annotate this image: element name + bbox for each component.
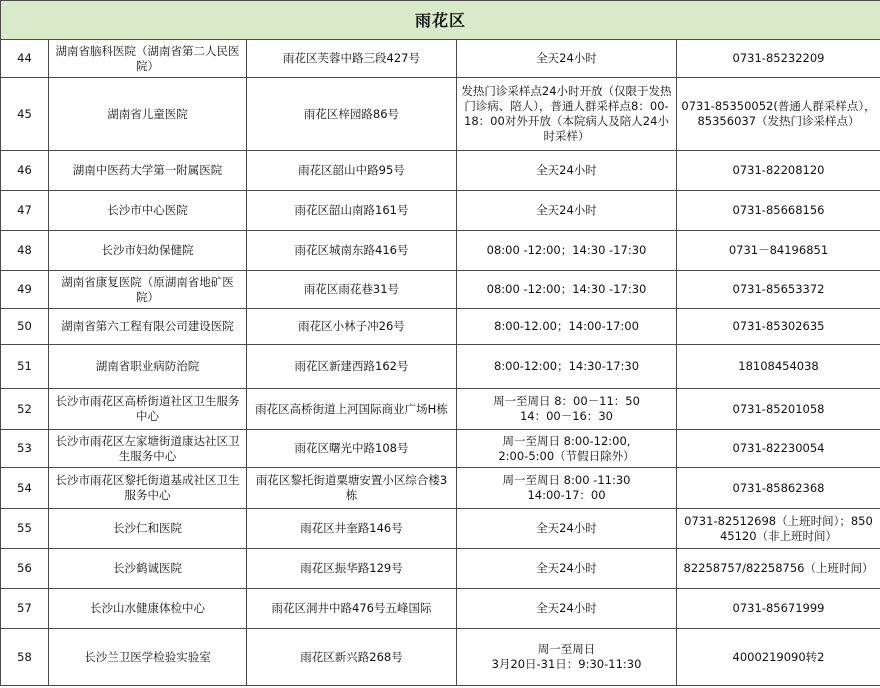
contact-phone: 82258757/82258756（上班时间） [677,549,880,589]
row-number: 56 [1,549,49,589]
site-name: 长沙山水健康体检中心 [49,589,247,629]
row-number: 53 [1,430,49,468]
district-title: 雨花区 [1,1,880,40]
row-number: 58 [1,629,49,686]
table-row [1,629,880,686]
contact-phone: 0731-85668156 [677,191,880,231]
contact-phone: 0731-85201058 [677,389,880,430]
site-name: 长沙市雨花区高桥街道社区卫生服务中心 [49,389,247,430]
site-name: 长沙市雨花区黎托街道基成社区卫生服务中心 [49,468,247,509]
table-row [1,271,880,309]
contact-phone: 0731-82512698（上班时间）；85045120（非上班时间） [677,509,880,549]
contact-phone: 0731-82230054 [677,430,880,468]
site-address: 雨花区梓园路86号 [247,78,457,151]
table-row [1,231,880,271]
table-row [1,40,880,78]
row-number: 50 [1,309,49,345]
site-address: 雨花区高桥街道上河国际商业广场H栋 [247,389,457,430]
site-name: 湖南省职业病防治院 [49,345,247,389]
row-number: 57 [1,589,49,629]
row-number: 46 [1,151,49,191]
service-hours: 周一至周日 8:00-12:00, 2:00-5:00（节假日除外） [457,430,677,468]
site-name: 长沙市雨花区左家塘街道康达社区卫生服务中心 [49,430,247,468]
table-row [1,389,880,430]
site-address: 雨花区振华路129号 [247,549,457,589]
table-row [1,549,880,589]
contact-phone: 0731-85862368 [677,468,880,509]
table-row [1,151,880,191]
service-hours: 周一至周日 3月20日-31日：9:30-11:30 [457,629,677,686]
row-number: 54 [1,468,49,509]
site-address: 雨花区曙光中路108号 [247,430,457,468]
table-row [1,589,880,629]
service-hours: 全天24小时 [457,191,677,231]
table-row [1,430,880,468]
table-row [1,309,880,345]
site-name: 湖南省脑科医院（湖南省第二人民医院） [49,40,247,78]
site-address: 雨花区新兴路268号 [247,629,457,686]
service-hours: 全天24小时 [457,151,677,191]
service-hours: 周一至周日 8：00－11：50 14：00－16：30 [457,389,677,430]
contact-phone: 0731－84196851 [677,231,880,271]
service-hours: 全天24小时 [457,589,677,629]
service-hours: 全天24小时 [457,509,677,549]
district-header-row [1,1,880,40]
row-number: 45 [1,78,49,151]
table-row [1,78,880,151]
site-name: 长沙市妇幼保健院 [49,231,247,271]
site-address: 雨花区韶山南路161号 [247,191,457,231]
site-name: 湖南省第六工程有限公司建设医院 [49,309,247,345]
service-hours: 全天24小时 [457,40,677,78]
contact-phone: 0731-85350052(普通人群采样点），85356037（发热门诊采样点） [677,78,880,151]
contact-phone: 18108454038 [677,345,880,389]
site-name: 长沙兰卫医学检验实验室 [49,629,247,686]
site-address: 雨花区小林子冲26号 [247,309,457,345]
site-name: 湖南中医药大学第一附属医院 [49,151,247,191]
table-row [1,345,880,389]
site-address: 雨花区黎托街道粟塘安置小区综合楼3栋 [247,468,457,509]
service-hours: 8:00-12.00；14:00-17:00 [457,309,677,345]
site-address: 雨花区洞井中路476号五峰国际 [247,589,457,629]
row-number: 48 [1,231,49,271]
contact-phone: 0731-85232209 [677,40,880,78]
contact-phone: 0731-82208120 [677,151,880,191]
contact-phone: 4000219090转2 [677,629,880,686]
site-address: 雨花区芙蓉中路三段427号 [247,40,457,78]
table-row [1,191,880,231]
site-address: 雨花区韶山中路95号 [247,151,457,191]
service-hours: 08:00 -12:00；14:30 -17:30 [457,271,677,309]
site-name: 长沙市中心医院 [49,191,247,231]
row-number: 47 [1,191,49,231]
site-name: 湖南省儿童医院 [49,78,247,151]
row-number: 49 [1,271,49,309]
site-name: 长沙仁和医院 [49,509,247,549]
service-hours: 8:00-12:00；14:30-17:30 [457,345,677,389]
contact-phone: 0731-85653372 [677,271,880,309]
site-address: 雨花区城南东路416号 [247,231,457,271]
table-row [1,509,880,549]
row-number: 44 [1,40,49,78]
row-number: 51 [1,345,49,389]
site-name: 长沙鹤诚医院 [49,549,247,589]
service-hours: 发热门诊采样点24小时开放（仅限于发热门诊病、陪人），普通人群采样点8：00-18：00对外开放（本院病人及陪人24小时采样） [457,78,677,151]
service-hours: 周一至周日 8:00 -11:30 14:00-17：00 [457,468,677,509]
row-number: 55 [1,509,49,549]
contact-phone: 0731-85671999 [677,589,880,629]
contact-phone: 0731-85302635 [677,309,880,345]
table-row [1,468,880,509]
row-number: 52 [1,389,49,430]
site-address: 雨花区雨花巷31号 [247,271,457,309]
service-hours: 08:00 -12:00；14:30 -17:30 [457,231,677,271]
site-address: 雨花区井奎路146号 [247,509,457,549]
site-name: 湖南省康复医院（原湖南省地矿医院） [49,271,247,309]
service-hours: 全天24小时 [457,549,677,589]
site-address: 雨花区新建西路162号 [247,345,457,389]
